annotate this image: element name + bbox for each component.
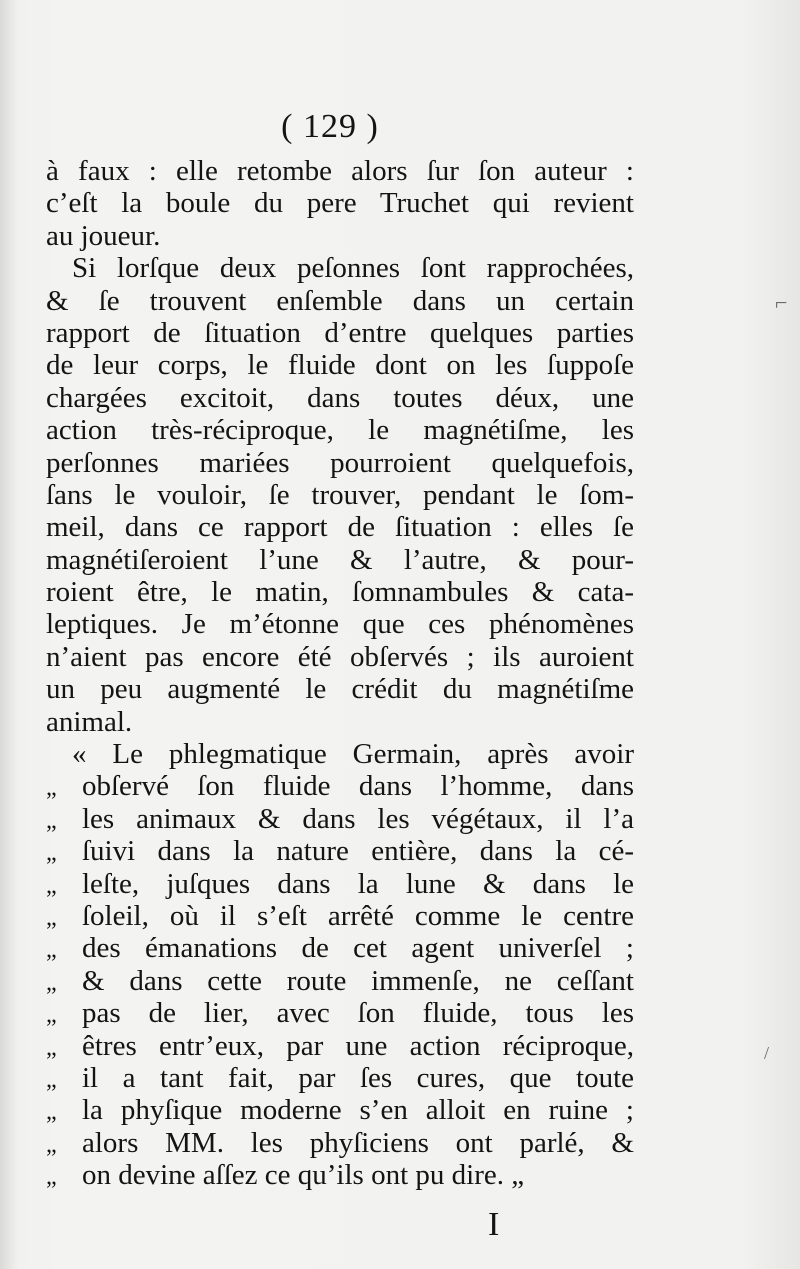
text-line: [46, 900, 634, 932]
text-line: [46, 770, 634, 802]
body-text: [46, 155, 634, 1192]
text-line: [46, 868, 634, 900]
line-text: alors MM. les phyſiciens ont parlé, &: [82, 1126, 634, 1159]
text-line: [46, 1094, 634, 1126]
text-line: [46, 349, 634, 381]
text-line: [46, 511, 634, 543]
quote-mark: „: [46, 775, 57, 802]
text-line: [46, 1127, 634, 1159]
quote-mark: „: [46, 840, 57, 867]
line-text: ſuivi dans la nature entière, dans la cé-: [82, 835, 634, 868]
line-text: Si lorſque deux peſonnes ſont rapprochées,: [72, 252, 634, 285]
line-text: on devine aſſez ce qu’ils ont pu dire. „: [82, 1159, 525, 1192]
line-text: leſte, juſques dans la lune & dans le: [82, 867, 634, 900]
text-line: [46, 738, 634, 770]
line-text: ſoleil, où il s’eſt arrêté comme le centre: [82, 899, 634, 932]
quote-mark: „: [46, 937, 57, 964]
line-text: de leur corps, le fluide dont on les ſuppoſe: [46, 349, 634, 382]
text-line: [46, 641, 634, 673]
line-text: la phyſique moderne s’en alloit en ruine ;: [82, 1094, 634, 1127]
text-line: [46, 706, 634, 738]
line-text: des émanations de cet agent univerſel ;: [82, 932, 634, 965]
text-line: [46, 285, 634, 317]
text-line: [46, 382, 634, 414]
line-text: au joueur.: [46, 219, 161, 252]
text-line: [46, 965, 634, 997]
line-text: ſans le vouloir, ſe trouver, pendant le ſom-: [46, 478, 634, 511]
page-number: ( 129 ): [281, 108, 379, 145]
line-text: roient être, le matin, ſomnambules & cata-: [46, 576, 634, 609]
margin-speck: /: [764, 1043, 770, 1063]
text-line: [46, 1030, 634, 1062]
line-text: un peu augmenté le crédit du magnétiſme: [46, 673, 634, 706]
line-text: les animaux & dans les végétaux, il l’a: [82, 802, 634, 835]
line-text: c’eſt la boule du pere Truchet qui revient: [46, 187, 634, 220]
text-line: [46, 608, 634, 640]
quote-mark: „: [46, 1131, 57, 1158]
signature-mark: I: [488, 1206, 500, 1243]
line-text: chargées excitoit, dans toutes déux, une: [46, 381, 634, 414]
text-line: [46, 835, 634, 867]
text-line: [46, 187, 634, 219]
margin-speck: ⌐: [775, 290, 788, 315]
quote-mark: „: [46, 904, 57, 931]
text-line: [46, 252, 634, 284]
quote-mark: „: [46, 969, 57, 996]
line-text: « Le phlegmatique Germain, après avoir: [72, 738, 634, 771]
text-line: [46, 447, 634, 479]
line-text: n’aient pas encore été obſervés ; ils auroient: [46, 640, 634, 673]
line-text: êtres entr’eux, par une action réciproque,: [82, 1029, 634, 1062]
line-text: il a tant fait, par ſes cures, que toute: [82, 1061, 634, 1094]
quote-mark: „: [46, 872, 57, 899]
text-line: [46, 414, 634, 446]
line-text: magnétiſeroient l’une & l’autre, & pour-: [46, 543, 634, 576]
line-text: à faux : elle retombe alors ſur ſon auteur :: [46, 155, 634, 187]
line-text: obſervé ſon fluide dans l’homme, dans: [82, 770, 634, 803]
text-line: [46, 932, 634, 964]
quote-mark: „: [46, 1002, 57, 1029]
line-text: leptiques. Je m’étonne que ces phénomènes: [46, 608, 634, 641]
line-text: & ſe trouvent enſemble dans un certain: [46, 284, 634, 317]
text-line: [46, 576, 634, 608]
quote-mark: „: [46, 1034, 57, 1061]
text-line: [46, 317, 634, 349]
text-line: [46, 673, 634, 705]
line-text: meil, dans ce rapport de ſituation : elles ſe: [46, 511, 634, 544]
text-line: [46, 220, 634, 252]
text-line: [46, 1159, 634, 1191]
text-line: [46, 155, 634, 187]
text-line: [46, 803, 634, 835]
line-text: & dans cette route immenſe, ne ceſſant: [82, 964, 634, 997]
quote-mark: „: [46, 1066, 57, 1093]
line-text: pas de lier, avec ſon fluide, tous les: [82, 997, 634, 1030]
quote-mark: „: [46, 1099, 57, 1126]
text-line: [46, 479, 634, 511]
quote-mark: „: [46, 1164, 57, 1191]
line-text: rapport de ſituation d’entre quelques parties: [46, 316, 634, 349]
quote-mark: „: [46, 807, 57, 834]
text-line: [46, 1062, 634, 1094]
line-text: perſonnes mariées pourroient quelquefois,: [46, 446, 634, 479]
text-line: [46, 997, 634, 1029]
line-text: animal.: [46, 705, 133, 738]
line-text: action très-réciproque, le magnétiſme, les: [46, 414, 634, 447]
text-line: [46, 544, 634, 576]
